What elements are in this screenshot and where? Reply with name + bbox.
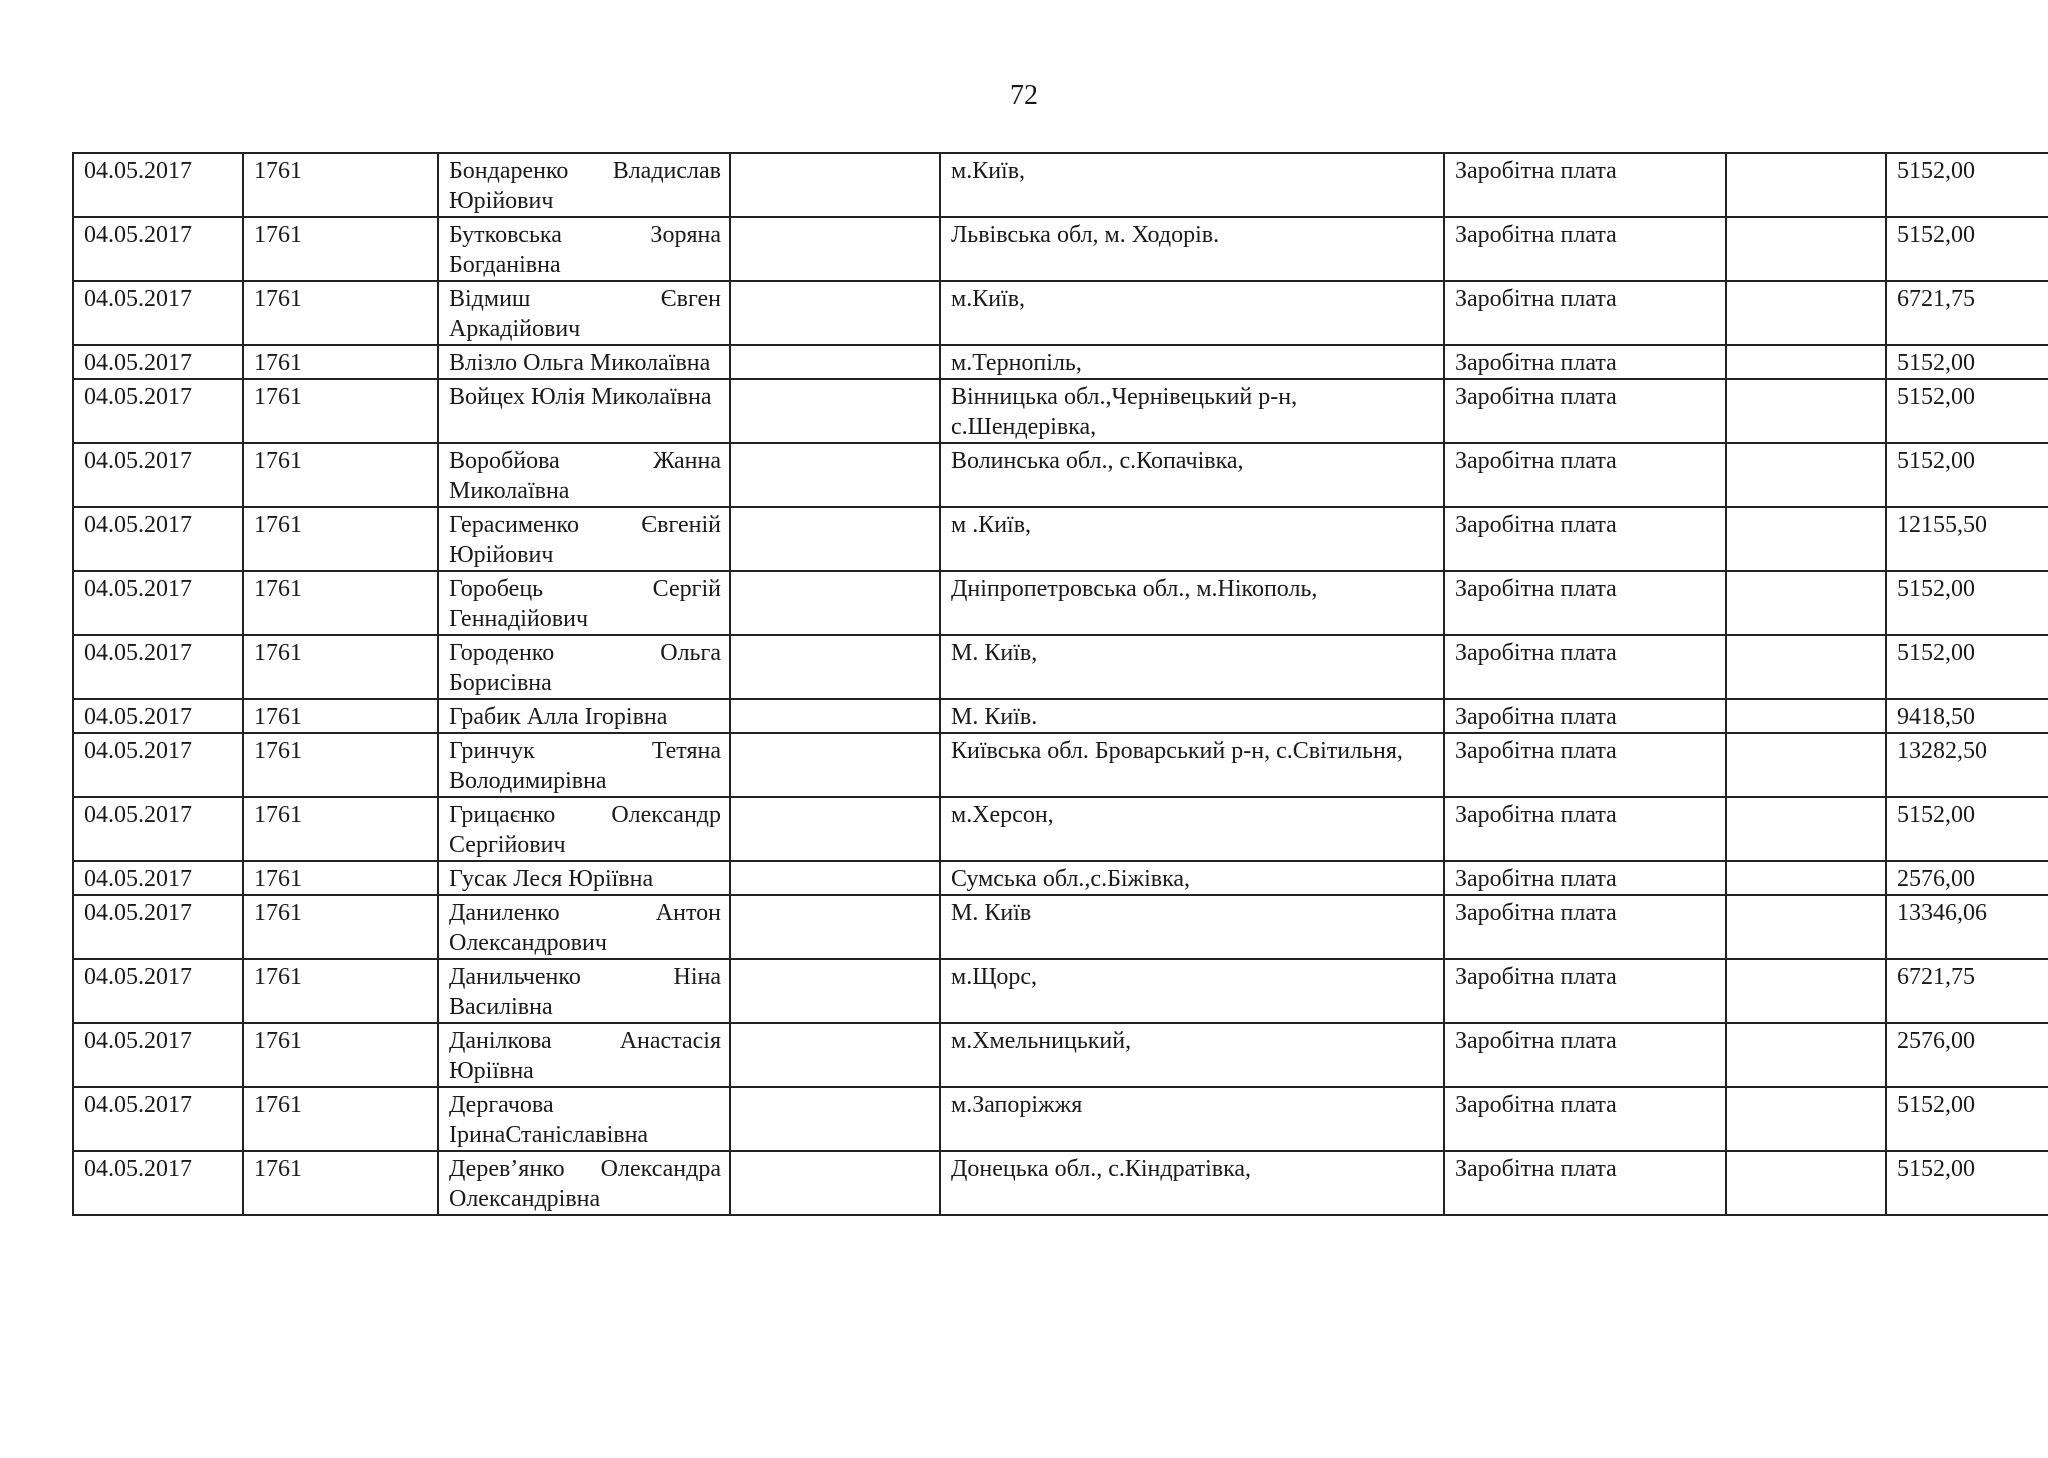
payment-type-cell: Заробітна плата (1444, 153, 1726, 217)
date-cell: 04.05.2017 (73, 1023, 243, 1087)
payment-type-cell: Заробітна плата (1444, 797, 1726, 861)
order-number-cell: 1761 (243, 635, 438, 699)
blank-cell (730, 217, 940, 281)
person-name-cell: Горобець Сергій Геннадійович (438, 571, 730, 635)
amount-cell: 13282,50 (1886, 733, 2048, 797)
blank-cell (730, 281, 940, 345)
person-name-cell: Грабик Алла Ігорівна (438, 699, 730, 733)
person-name-cell: Бутковська Зоряна Богданівна (438, 217, 730, 281)
payment-type-cell: Заробітна плата (1444, 571, 1726, 635)
payment-type-cell: Заробітна плата (1444, 1087, 1726, 1151)
date-cell: 04.05.2017 (73, 507, 243, 571)
blank-cell (730, 345, 940, 379)
date-cell: 04.05.2017 (73, 1151, 243, 1215)
page-number: 72 (1010, 80, 1038, 111)
table-row (73, 345, 2048, 379)
amount-cell: 5152,00 (1886, 1151, 2048, 1215)
date-cell: 04.05.2017 (73, 571, 243, 635)
table-row (73, 699, 2048, 733)
payment-type-cell: Заробітна плата (1444, 379, 1726, 443)
table-row (73, 959, 2048, 1023)
table-row (73, 797, 2048, 861)
payment-type-cell: Заробітна плата (1444, 733, 1726, 797)
blank-cell (1726, 443, 1886, 507)
order-number-cell: 1761 (243, 571, 438, 635)
address-cell: м.Запоріжжя (940, 1087, 1444, 1151)
order-number-cell: 1761 (243, 1151, 438, 1215)
order-number-cell: 1761 (243, 959, 438, 1023)
blank-cell (730, 861, 940, 895)
person-name-cell: Відмиш Євген Аркадійович (438, 281, 730, 345)
amount-cell: 5152,00 (1886, 379, 2048, 443)
address-cell: м.Херсон, (940, 797, 1444, 861)
blank-cell (1726, 699, 1886, 733)
payment-type-cell: Заробітна плата (1444, 443, 1726, 507)
amount-cell: 5152,00 (1886, 153, 2048, 217)
date-cell: 04.05.2017 (73, 635, 243, 699)
date-cell: 04.05.2017 (73, 895, 243, 959)
date-cell: 04.05.2017 (73, 959, 243, 1023)
table-row (73, 895, 2048, 959)
address-cell: Донецька обл., с.Кіндратівка, (940, 1151, 1444, 1215)
address-cell: Вінницька обл.,Чернівецький р-н, с.Шендерівка, (940, 379, 1444, 443)
payment-type-cell: Заробітна плата (1444, 1023, 1726, 1087)
order-number-cell: 1761 (243, 217, 438, 281)
blank-cell (730, 797, 940, 861)
table-row (73, 571, 2048, 635)
blank-cell (1726, 507, 1886, 571)
payment-type-cell: Заробітна плата (1444, 507, 1726, 571)
order-number-cell: 1761 (243, 443, 438, 507)
date-cell: 04.05.2017 (73, 733, 243, 797)
payment-type-cell: Заробітна плата (1444, 1151, 1726, 1215)
blank-cell (730, 733, 940, 797)
person-name-cell: Данілкова Анастасія Юріївна (438, 1023, 730, 1087)
order-number-cell: 1761 (243, 895, 438, 959)
blank-cell (1726, 895, 1886, 959)
address-cell: м.Хмельницький, (940, 1023, 1444, 1087)
table-row (73, 507, 2048, 571)
person-name-cell: Дергачова ІринаСтаніславівна (438, 1087, 730, 1151)
table-row (73, 217, 2048, 281)
blank-cell (730, 959, 940, 1023)
payment-type-cell: Заробітна плата (1444, 861, 1726, 895)
amount-cell: 5152,00 (1886, 1087, 2048, 1151)
blank-cell (730, 1087, 940, 1151)
blank-cell (1726, 1087, 1886, 1151)
address-cell: м.Київ, (940, 281, 1444, 345)
blank-cell (730, 443, 940, 507)
blank-cell (1726, 733, 1886, 797)
amount-cell: 2576,00 (1886, 1023, 2048, 1087)
person-name-cell: Герасименко Євгеній Юрійович (438, 507, 730, 571)
payment-type-cell: Заробітна плата (1444, 959, 1726, 1023)
blank-cell (730, 571, 940, 635)
amount-cell: 6721,75 (1886, 959, 2048, 1023)
person-name-cell: Влізло Ольга Миколаївна (438, 345, 730, 379)
person-name-cell: Гусак Леся Юріївна (438, 861, 730, 895)
table-body (73, 153, 2048, 1215)
date-cell: 04.05.2017 (73, 281, 243, 345)
address-cell: Сумська обл.,с.Біжівка, (940, 861, 1444, 895)
address-cell: Львівська обл, м. Ходорів. (940, 217, 1444, 281)
amount-cell: 5152,00 (1886, 217, 2048, 281)
address-cell: м.Тернопіль, (940, 345, 1444, 379)
table-row (73, 635, 2048, 699)
table-row (73, 1087, 2048, 1151)
order-number-cell: 1761 (243, 281, 438, 345)
order-number-cell: 1761 (243, 1023, 438, 1087)
amount-cell: 2576,00 (1886, 861, 2048, 895)
table-row (73, 379, 2048, 443)
payment-type-cell: Заробітна плата (1444, 895, 1726, 959)
address-cell: м .Київ, (940, 507, 1444, 571)
address-cell: М. Київ, (940, 635, 1444, 699)
blank-cell (1726, 217, 1886, 281)
address-cell: Дніпропетровська обл., м.Нікополь, (940, 571, 1444, 635)
blank-cell (730, 1023, 940, 1087)
blank-cell (1726, 345, 1886, 379)
date-cell: 04.05.2017 (73, 153, 243, 217)
blank-cell (730, 507, 940, 571)
date-cell: 04.05.2017 (73, 379, 243, 443)
person-name-cell: Грицаєнко Олександр Сергійович (438, 797, 730, 861)
blank-cell (1726, 153, 1886, 217)
date-cell: 04.05.2017 (73, 1087, 243, 1151)
amount-cell: 5152,00 (1886, 635, 2048, 699)
person-name-cell: Дерев’янко Олександра Олександрівна (438, 1151, 730, 1215)
order-number-cell: 1761 (243, 797, 438, 861)
date-cell: 04.05.2017 (73, 345, 243, 379)
blank-cell (730, 1151, 940, 1215)
blank-cell (1726, 797, 1886, 861)
blank-cell (1726, 1023, 1886, 1087)
address-cell: м.Щорс, (940, 959, 1444, 1023)
blank-cell (730, 153, 940, 217)
table-row (73, 1023, 2048, 1087)
blank-cell (1726, 1151, 1886, 1215)
payments-table (72, 152, 2048, 1216)
amount-cell: 13346,06 (1886, 895, 2048, 959)
blank-cell (1726, 379, 1886, 443)
person-name-cell: Гринчук Тетяна Володимирівна (438, 733, 730, 797)
date-cell: 04.05.2017 (73, 797, 243, 861)
payment-type-cell: Заробітна плата (1444, 345, 1726, 379)
order-number-cell: 1761 (243, 1087, 438, 1151)
blank-cell (730, 379, 940, 443)
payment-type-cell: Заробітна плата (1444, 635, 1726, 699)
address-cell: м.Київ, (940, 153, 1444, 217)
order-number-cell: 1761 (243, 153, 438, 217)
table-row (73, 861, 2048, 895)
date-cell: 04.05.2017 (73, 443, 243, 507)
person-name-cell: Бондаренко Владислав Юрійович (438, 153, 730, 217)
date-cell: 04.05.2017 (73, 861, 243, 895)
blank-cell (1726, 635, 1886, 699)
person-name-cell: Даниленко Антон Олександрович (438, 895, 730, 959)
address-cell: М. Київ. (940, 699, 1444, 733)
address-cell: Волинська обл., с.Копачівка, (940, 443, 1444, 507)
order-number-cell: 1761 (243, 379, 438, 443)
blank-cell (730, 699, 940, 733)
date-cell: 04.05.2017 (73, 699, 243, 733)
person-name-cell: Городенко Ольга Борисівна (438, 635, 730, 699)
order-number-cell: 1761 (243, 861, 438, 895)
blank-cell (1726, 959, 1886, 1023)
person-name-cell: Войцех Юлія Миколаївна (438, 379, 730, 443)
table-row (73, 153, 2048, 217)
amount-cell: 5152,00 (1886, 797, 2048, 861)
blank-cell (730, 635, 940, 699)
address-cell: М. Київ (940, 895, 1444, 959)
order-number-cell: 1761 (243, 507, 438, 571)
amount-cell: 9418,50 (1886, 699, 2048, 733)
date-cell: 04.05.2017 (73, 217, 243, 281)
blank-cell (730, 895, 940, 959)
order-number-cell: 1761 (243, 345, 438, 379)
amount-cell: 6721,75 (1886, 281, 2048, 345)
person-name-cell: Данильченко Ніна Василівна (438, 959, 730, 1023)
table-row (73, 281, 2048, 345)
payment-type-cell: Заробітна плата (1444, 217, 1726, 281)
blank-cell (1726, 861, 1886, 895)
table-row (73, 1151, 2048, 1215)
amount-cell: 5152,00 (1886, 345, 2048, 379)
amount-cell: 5152,00 (1886, 443, 2048, 507)
blank-cell (1726, 571, 1886, 635)
table-row (73, 733, 2048, 797)
order-number-cell: 1761 (243, 699, 438, 733)
order-number-cell: 1761 (243, 733, 438, 797)
blank-cell (1726, 281, 1886, 345)
payment-type-cell: Заробітна плата (1444, 699, 1726, 733)
amount-cell: 12155,50 (1886, 507, 2048, 571)
payment-type-cell: Заробітна плата (1444, 281, 1726, 345)
table-row (73, 443, 2048, 507)
amount-cell: 5152,00 (1886, 571, 2048, 635)
address-cell: Київська обл. Броварський р-н, с.Світильня, (940, 733, 1444, 797)
person-name-cell: Воробйова Жанна Миколаївна (438, 443, 730, 507)
